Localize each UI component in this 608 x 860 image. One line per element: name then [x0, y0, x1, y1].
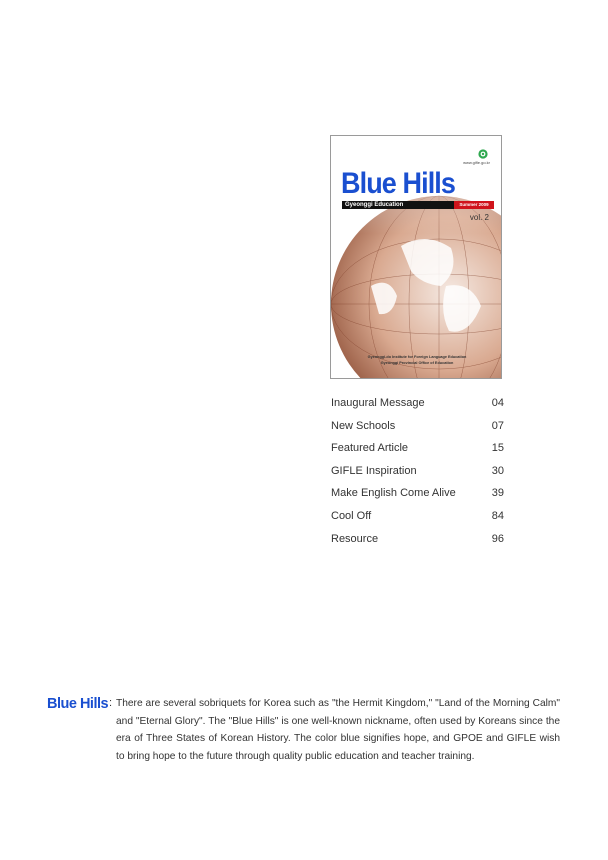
toc-entry[interactable] — [331, 460, 504, 483]
toc-entry[interactable] — [331, 528, 504, 551]
toc-title: Cool Off — [331, 509, 372, 522]
toc-page: 96 — [491, 532, 504, 545]
toc-entry[interactable] — [331, 505, 504, 528]
cover-subtitle: Gyeonggi Education — [345, 202, 404, 208]
cover-url: www.gifle.go.kr — [463, 160, 490, 165]
toc-entry[interactable] — [331, 482, 504, 505]
cover-season: Summer 2009 — [459, 202, 489, 207]
toc-entry[interactable] — [331, 437, 504, 460]
blue-hills-logo: Blue Hills — [47, 696, 109, 712]
toc-page: 84 — [491, 509, 504, 522]
toc-title: Resource — [331, 532, 379, 545]
magazine-cover — [330, 135, 502, 379]
cover-title: Blue Hills — [341, 167, 456, 200]
cover-publisher-1: Gyeonggi-do Institute for Foreign Language Education — [367, 355, 467, 359]
gifle-logo-icon — [478, 149, 488, 159]
toc-page: 04 — [491, 397, 504, 409]
toc-entry[interactable] — [331, 392, 504, 415]
toc-title: New Schools — [331, 419, 396, 432]
toc-page: 07 — [491, 419, 504, 432]
toc-title: GIFLE Inspiration — [331, 464, 417, 477]
blue-hills-description: There are several sobriquets for Korea such as "the Hermit Kingdom," "Land of the Morning Calm" and "Eternal Glory". The "Blue Hills" is one well-known nickname, often used by Koreans since the era of Three States of Korean History. The color blue signifies hope, and GPOE and GIFLE wish to bring hope to the future through quality public education and teacher training. — [116, 698, 560, 762]
toc-entry[interactable] — [331, 415, 504, 438]
toc-page: 30 — [491, 464, 504, 477]
toc-page: 15 — [491, 442, 504, 455]
table-of-contents — [331, 392, 504, 550]
cover-publisher-2: Gyeonggi Provincial Office of Education — [380, 361, 454, 365]
toc-title: Inaugural Message — [331, 397, 425, 409]
cover-volume: vol. 2 — [469, 213, 489, 222]
toc-title: Make English Come Alive — [331, 487, 456, 500]
toc-title: Featured Article — [331, 442, 409, 455]
note-colon: : — [109, 697, 113, 709]
toc-page: 39 — [491, 487, 504, 500]
